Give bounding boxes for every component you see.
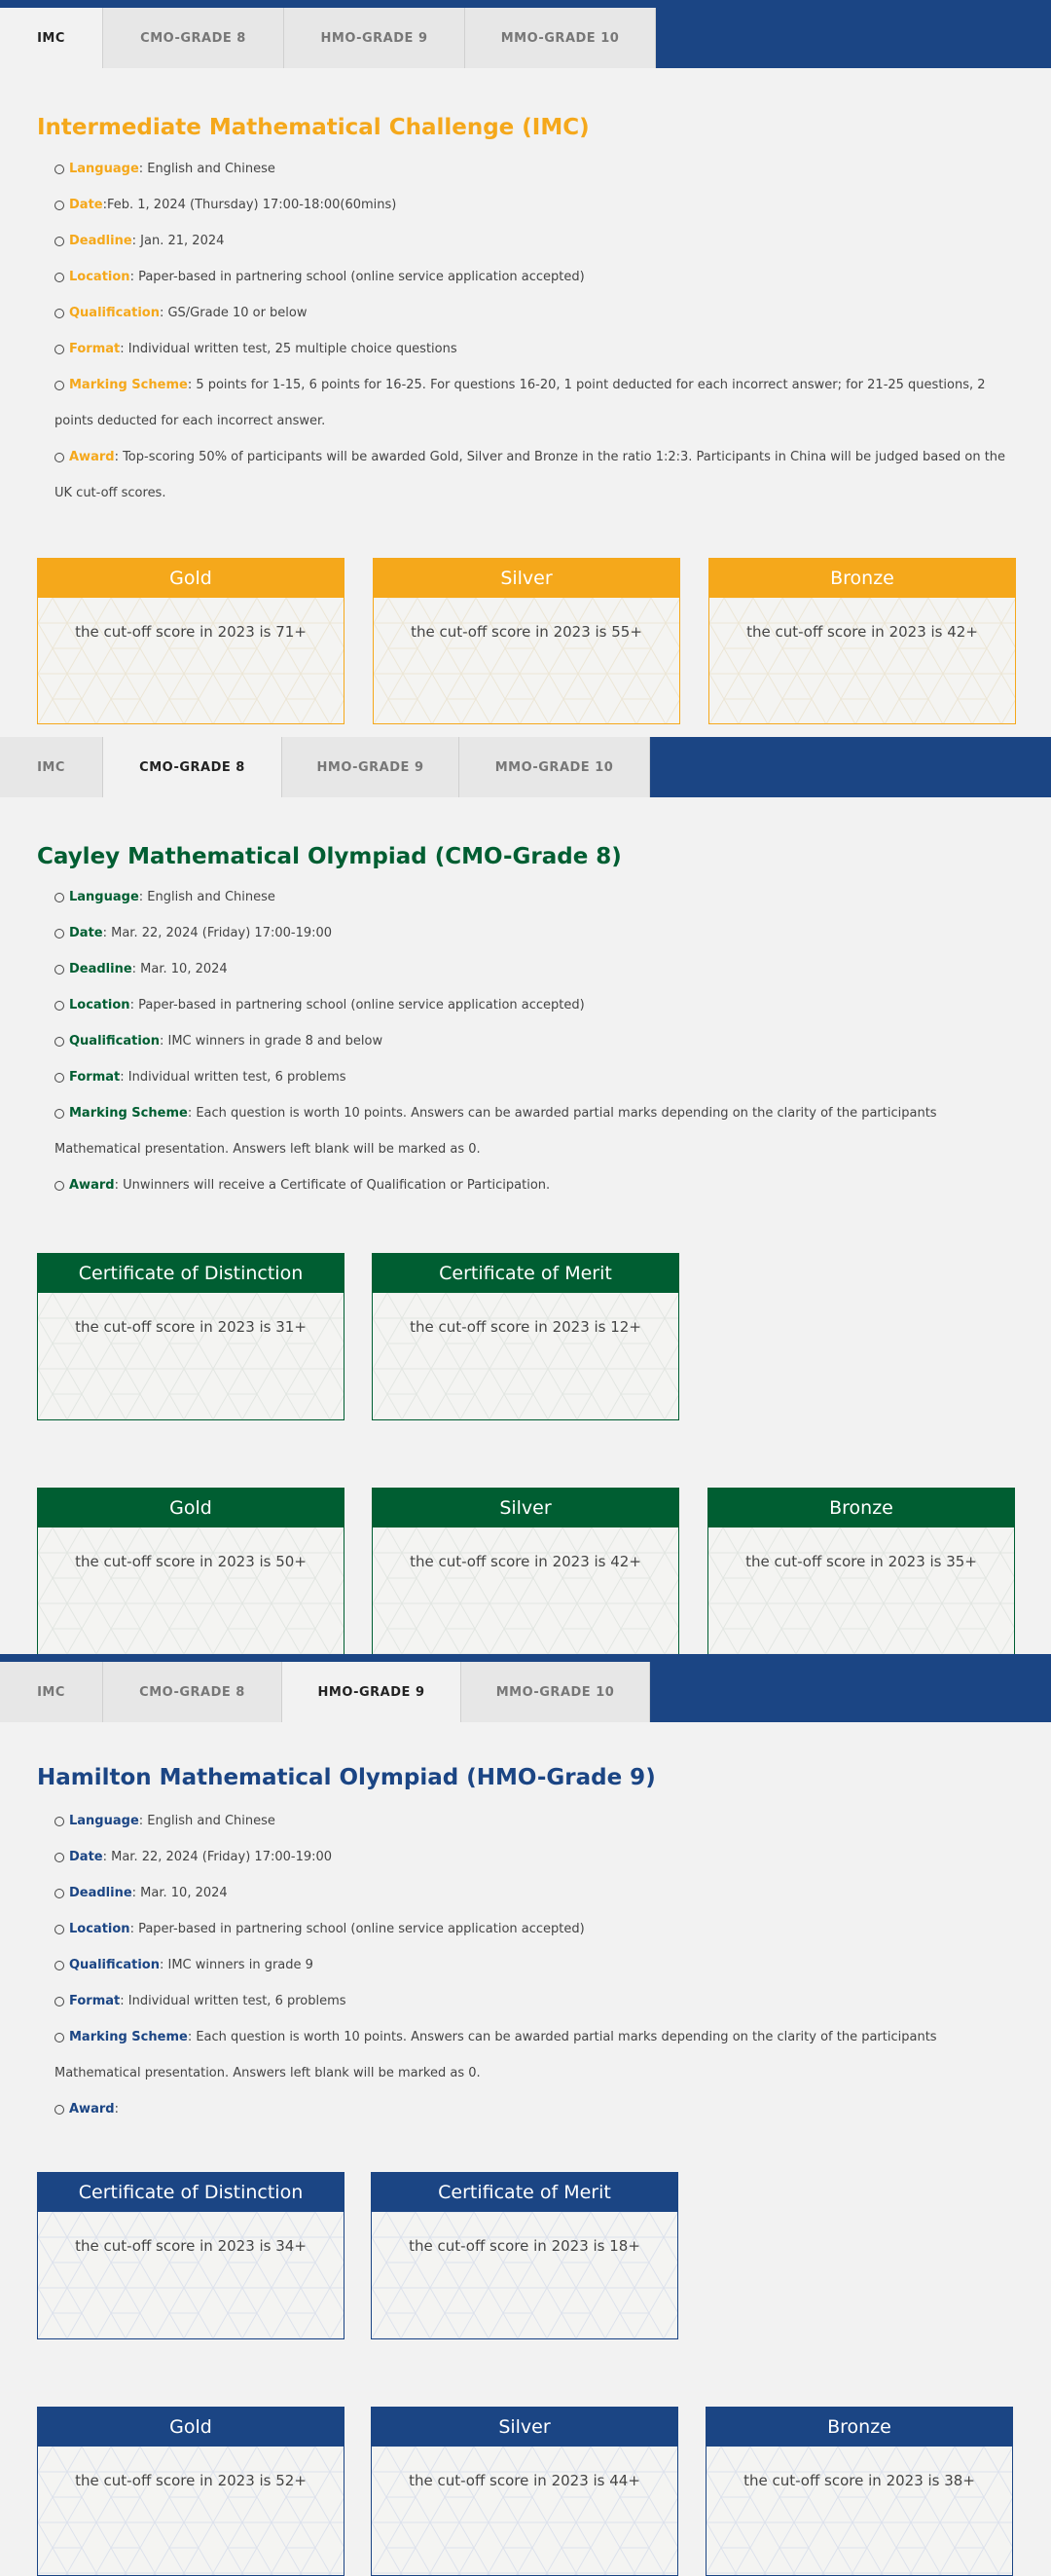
pattern-background bbox=[707, 2447, 1012, 2575]
page-title: Intermediate Mathematical Challenge (IMC) bbox=[37, 115, 590, 140]
tab-imc[interactable]: IMC bbox=[0, 8, 103, 68]
circle-bullet-icon bbox=[54, 237, 64, 246]
cutoff-score-text: the cut-off score in 2023 is 42+ bbox=[410, 1553, 641, 1570]
item-label: Deadline bbox=[69, 234, 132, 248]
card-title: Certificate of Distinction bbox=[38, 2173, 344, 2212]
cutoff-score-text: the cut-off score in 2023 is 44+ bbox=[409, 2472, 640, 2489]
list-item bbox=[54, 1911, 1018, 1947]
detail-list bbox=[54, 879, 1018, 1203]
cmo-section bbox=[0, 737, 1051, 1654]
pattern-background bbox=[374, 598, 679, 723]
circle-bullet-icon bbox=[54, 1853, 64, 1862]
circle-bullet-icon bbox=[54, 381, 64, 390]
item-text: : Each question is worth 10 points. Answers can be awarded partial marks depending on the clarity of the participants Mathematical presentation. Answers left blank will be marked as 0. bbox=[54, 2030, 937, 2080]
item-text: : Individual written test, 6 problems bbox=[120, 1070, 346, 1085]
card-body bbox=[38, 2447, 344, 2575]
tab-hmo-grade-9[interactable]: HMO-GRADE 9 bbox=[282, 737, 459, 797]
list-item bbox=[54, 259, 1018, 295]
item-text: : Paper-based in partnering school (online service application accepted) bbox=[129, 1922, 585, 1936]
list-item bbox=[54, 439, 1018, 511]
item-text: : Mar. 10, 2024 bbox=[131, 1886, 228, 1900]
item-text: : bbox=[114, 2102, 119, 2116]
card-title: Bronze bbox=[708, 1489, 1014, 1527]
item-label: Date bbox=[69, 1850, 103, 1864]
card-title: Silver bbox=[374, 559, 679, 598]
award-card-gold bbox=[37, 2407, 344, 2576]
item-label: Qualification bbox=[69, 1034, 160, 1049]
tab-mmo-grade-10[interactable]: MMO-GRADE 10 bbox=[461, 1662, 650, 1722]
circle-bullet-icon bbox=[54, 893, 64, 902]
award-card-bronze bbox=[707, 1488, 1015, 1655]
item-label: Format bbox=[69, 342, 121, 356]
card-body bbox=[707, 2447, 1012, 2575]
certificate-card-distinction bbox=[37, 2172, 344, 2339]
item-text: : Individual written test, 6 problems bbox=[120, 1994, 346, 2008]
card-title: Silver bbox=[372, 2408, 677, 2447]
item-text: : Unwinners will receive a Certificate of Qualification or Participation. bbox=[114, 1178, 551, 1193]
pattern-background bbox=[38, 1293, 344, 1419]
item-label: Marking Scheme bbox=[69, 378, 188, 392]
hmo-section bbox=[0, 1654, 1051, 2574]
pattern-background bbox=[38, 598, 344, 723]
card-body bbox=[373, 1527, 678, 1654]
hmo-tab-bar bbox=[0, 1654, 1051, 1722]
card-title: Certificate of Merit bbox=[372, 2173, 677, 2212]
item-text: : English and Chinese bbox=[138, 1814, 275, 1828]
item-label: Marking Scheme bbox=[69, 2030, 188, 2044]
item-text: : Mar. 22, 2024 (Friday) 17:00-19:00 bbox=[102, 1850, 333, 1864]
list-item bbox=[54, 1167, 1018, 1203]
card-body bbox=[374, 598, 679, 723]
circle-bullet-icon bbox=[54, 345, 64, 354]
cmo-tab-bar bbox=[0, 737, 1051, 797]
page-title: Hamilton Mathematical Olympiad (HMO-Grade 9) bbox=[37, 1765, 656, 1790]
item-label: Format bbox=[69, 1994, 121, 2008]
item-label: Award bbox=[69, 1178, 115, 1193]
cutoff-score-text: the cut-off score in 2023 is 38+ bbox=[743, 2472, 975, 2489]
cutoff-score-text: the cut-off score in 2023 is 52+ bbox=[75, 2472, 307, 2489]
pattern-background bbox=[372, 2212, 677, 2338]
circle-bullet-icon bbox=[54, 1109, 64, 1119]
circle-bullet-icon bbox=[54, 309, 64, 318]
circle-bullet-icon bbox=[54, 2033, 64, 2042]
item-label: Date bbox=[69, 926, 103, 940]
award-card-bronze bbox=[706, 2407, 1013, 2576]
tab-mmo-grade-10[interactable]: MMO-GRADE 10 bbox=[459, 737, 650, 797]
item-label: Language bbox=[69, 1814, 139, 1828]
tab-imc[interactable]: IMC bbox=[0, 1662, 103, 1722]
item-label: Location bbox=[69, 270, 130, 284]
item-text: : Individual written test, 25 multiple choice questions bbox=[120, 342, 457, 356]
pattern-background bbox=[708, 1527, 1014, 1654]
pattern-background bbox=[373, 1293, 678, 1419]
certificate-card-merit bbox=[372, 1253, 679, 1420]
cutoff-score-text: the cut-off score in 2023 is 71+ bbox=[75, 623, 307, 641]
list-item bbox=[54, 1059, 1018, 1095]
detail-list bbox=[54, 151, 1018, 511]
item-text: : Mar. 22, 2024 (Friday) 17:00-19:00 bbox=[102, 926, 333, 940]
list-item bbox=[54, 1983, 1018, 2019]
circle-bullet-icon bbox=[54, 1961, 64, 1970]
list-item bbox=[54, 1095, 1018, 1167]
award-card-gold bbox=[37, 1488, 344, 1655]
list-item bbox=[54, 1875, 1018, 1911]
tab-imc[interactable]: IMC bbox=[0, 737, 103, 797]
card-body bbox=[38, 598, 344, 723]
item-text: : Mar. 10, 2024 bbox=[131, 962, 228, 976]
item-text: : IMC winners in grade 9 bbox=[159, 1958, 313, 1972]
item-label: Location bbox=[69, 1922, 130, 1936]
card-body bbox=[372, 2447, 677, 2575]
list-item bbox=[54, 951, 1018, 987]
pattern-background bbox=[373, 1527, 678, 1654]
tab-cmo-grade-8[interactable]: CMO-GRADE 8 bbox=[103, 737, 282, 797]
circle-bullet-icon bbox=[54, 1073, 64, 1083]
item-text: : Top-scoring 50% of participants will be awarded Gold, Silver and Bronze in the ratio 1:2:3. Participants in China will be judged based on the UK cut-off scores. bbox=[54, 450, 1006, 500]
circle-bullet-icon bbox=[54, 1181, 64, 1191]
imc-tab-bar bbox=[0, 0, 1051, 68]
card-body bbox=[38, 1293, 344, 1419]
card-title: Silver bbox=[373, 1489, 678, 1527]
item-text: : IMC winners in grade 8 and below bbox=[159, 1034, 383, 1049]
list-item bbox=[54, 915, 1018, 951]
item-text: :Feb. 1, 2024 (Thursday) 17:00-18:00(60mins) bbox=[102, 198, 397, 212]
card-body bbox=[709, 598, 1015, 723]
list-item bbox=[54, 1023, 1018, 1059]
item-label: Award bbox=[69, 450, 115, 464]
pattern-background bbox=[372, 2447, 677, 2575]
item-label: Qualification bbox=[69, 1958, 160, 1972]
circle-bullet-icon bbox=[54, 273, 64, 282]
item-label: Award bbox=[69, 2102, 115, 2116]
item-label: Deadline bbox=[69, 962, 132, 976]
list-item bbox=[54, 223, 1018, 259]
card-body bbox=[373, 1293, 678, 1419]
item-label: Format bbox=[69, 1070, 121, 1085]
circle-bullet-icon bbox=[54, 1817, 64, 1826]
pattern-background bbox=[38, 1527, 344, 1654]
circle-bullet-icon bbox=[54, 165, 64, 174]
item-text: : Each question is worth 10 points. Answers can be awarded partial marks depending on the clarity of the participants Mathematical presentation. Answers left blank will be marked as 0. bbox=[54, 1106, 937, 1157]
list-item bbox=[54, 1947, 1018, 1983]
item-text: : Paper-based in partnering school (online service application accepted) bbox=[129, 998, 585, 1012]
list-item bbox=[54, 2019, 1018, 2091]
item-text: : GS/Grade 10 or below bbox=[159, 306, 308, 320]
item-text: : Jan. 21, 2024 bbox=[131, 234, 225, 248]
circle-bullet-icon bbox=[54, 1001, 64, 1011]
award-card-gold bbox=[37, 558, 344, 724]
item-label: Deadline bbox=[69, 1886, 132, 1900]
list-item bbox=[54, 1803, 1018, 1839]
award-card-silver bbox=[372, 1488, 679, 1655]
pattern-background bbox=[38, 2212, 344, 2338]
item-label: Language bbox=[69, 890, 139, 904]
award-card-bronze bbox=[708, 558, 1016, 724]
item-label: Marking Scheme bbox=[69, 1106, 188, 1121]
list-item bbox=[54, 1839, 1018, 1875]
item-label: Qualification bbox=[69, 306, 160, 320]
card-title: Gold bbox=[38, 559, 344, 598]
award-card-silver bbox=[373, 558, 680, 724]
cutoff-score-text: the cut-off score in 2023 is 50+ bbox=[75, 1553, 307, 1570]
list-item bbox=[54, 151, 1018, 187]
card-title: Bronze bbox=[707, 2408, 1012, 2447]
certificate-card-merit bbox=[371, 2172, 678, 2339]
card-title: Certificate of Distinction bbox=[38, 1254, 344, 1293]
cutoff-score-text: the cut-off score in 2023 is 55+ bbox=[411, 623, 642, 641]
cutoff-score-text: the cut-off score in 2023 is 12+ bbox=[410, 1318, 641, 1336]
page-title: Cayley Mathematical Olympiad (CMO-Grade 8) bbox=[37, 844, 622, 869]
list-item bbox=[54, 879, 1018, 915]
item-label: Date bbox=[69, 198, 103, 212]
list-item bbox=[54, 331, 1018, 367]
detail-list bbox=[54, 1803, 1018, 2127]
pattern-background bbox=[38, 2447, 344, 2575]
cutoff-score-text: the cut-off score in 2023 is 42+ bbox=[746, 623, 978, 641]
tab-hmo-grade-9[interactable]: HMO-GRADE 9 bbox=[282, 1662, 461, 1722]
item-label: Language bbox=[69, 162, 139, 176]
list-item bbox=[54, 295, 1018, 331]
card-body bbox=[38, 2212, 344, 2338]
tab-cmo-grade-8[interactable]: CMO-GRADE 8 bbox=[103, 1662, 282, 1722]
circle-bullet-icon bbox=[54, 453, 64, 462]
list-item bbox=[54, 987, 1018, 1023]
list-item bbox=[54, 2091, 1018, 2127]
imc-section bbox=[0, 0, 1051, 737]
card-title: Bronze bbox=[709, 559, 1015, 598]
cutoff-score-text: the cut-off score in 2023 is 34+ bbox=[75, 2237, 307, 2255]
circle-bullet-icon bbox=[54, 1889, 64, 1898]
card-body bbox=[372, 2212, 677, 2338]
item-text: : English and Chinese bbox=[138, 890, 275, 904]
tab-hmo-grade-9[interactable]: HMO-GRADE 9 bbox=[284, 8, 465, 68]
item-label: Location bbox=[69, 998, 130, 1012]
item-text: : English and Chinese bbox=[138, 162, 275, 176]
cutoff-score-text: the cut-off score in 2023 is 35+ bbox=[745, 1553, 977, 1570]
tab-mmo-grade-10[interactable]: MMO-GRADE 10 bbox=[465, 8, 656, 68]
cutoff-score-text: the cut-off score in 2023 is 18+ bbox=[409, 2237, 640, 2255]
list-item bbox=[54, 367, 1018, 439]
circle-bullet-icon bbox=[54, 965, 64, 975]
circle-bullet-icon bbox=[54, 2105, 64, 2115]
circle-bullet-icon bbox=[54, 1037, 64, 1047]
card-body bbox=[708, 1527, 1014, 1654]
cutoff-score-text: the cut-off score in 2023 is 31+ bbox=[75, 1318, 307, 1336]
card-body bbox=[38, 1527, 344, 1654]
tab-cmo-grade-8[interactable]: CMO-GRADE 8 bbox=[103, 8, 284, 68]
certificate-card-distinction bbox=[37, 1253, 344, 1420]
list-item bbox=[54, 187, 1018, 223]
circle-bullet-icon bbox=[54, 1925, 64, 1934]
card-title: Gold bbox=[38, 1489, 344, 1527]
card-title: Gold bbox=[38, 2408, 344, 2447]
item-text: : Paper-based in partnering school (online service application accepted) bbox=[129, 270, 585, 284]
award-card-silver bbox=[371, 2407, 678, 2576]
circle-bullet-icon bbox=[54, 201, 64, 210]
circle-bullet-icon bbox=[54, 1997, 64, 2006]
pattern-background bbox=[709, 598, 1015, 723]
item-text: : 5 points for 1-15, 6 points for 16-25. For questions 16-20, 1 point deducted for each incorrect answer; for 21-25 questions, 2 points deducted for each incorrect answer. bbox=[54, 378, 986, 428]
circle-bullet-icon bbox=[54, 929, 64, 938]
card-title: Certificate of Merit bbox=[373, 1254, 678, 1293]
